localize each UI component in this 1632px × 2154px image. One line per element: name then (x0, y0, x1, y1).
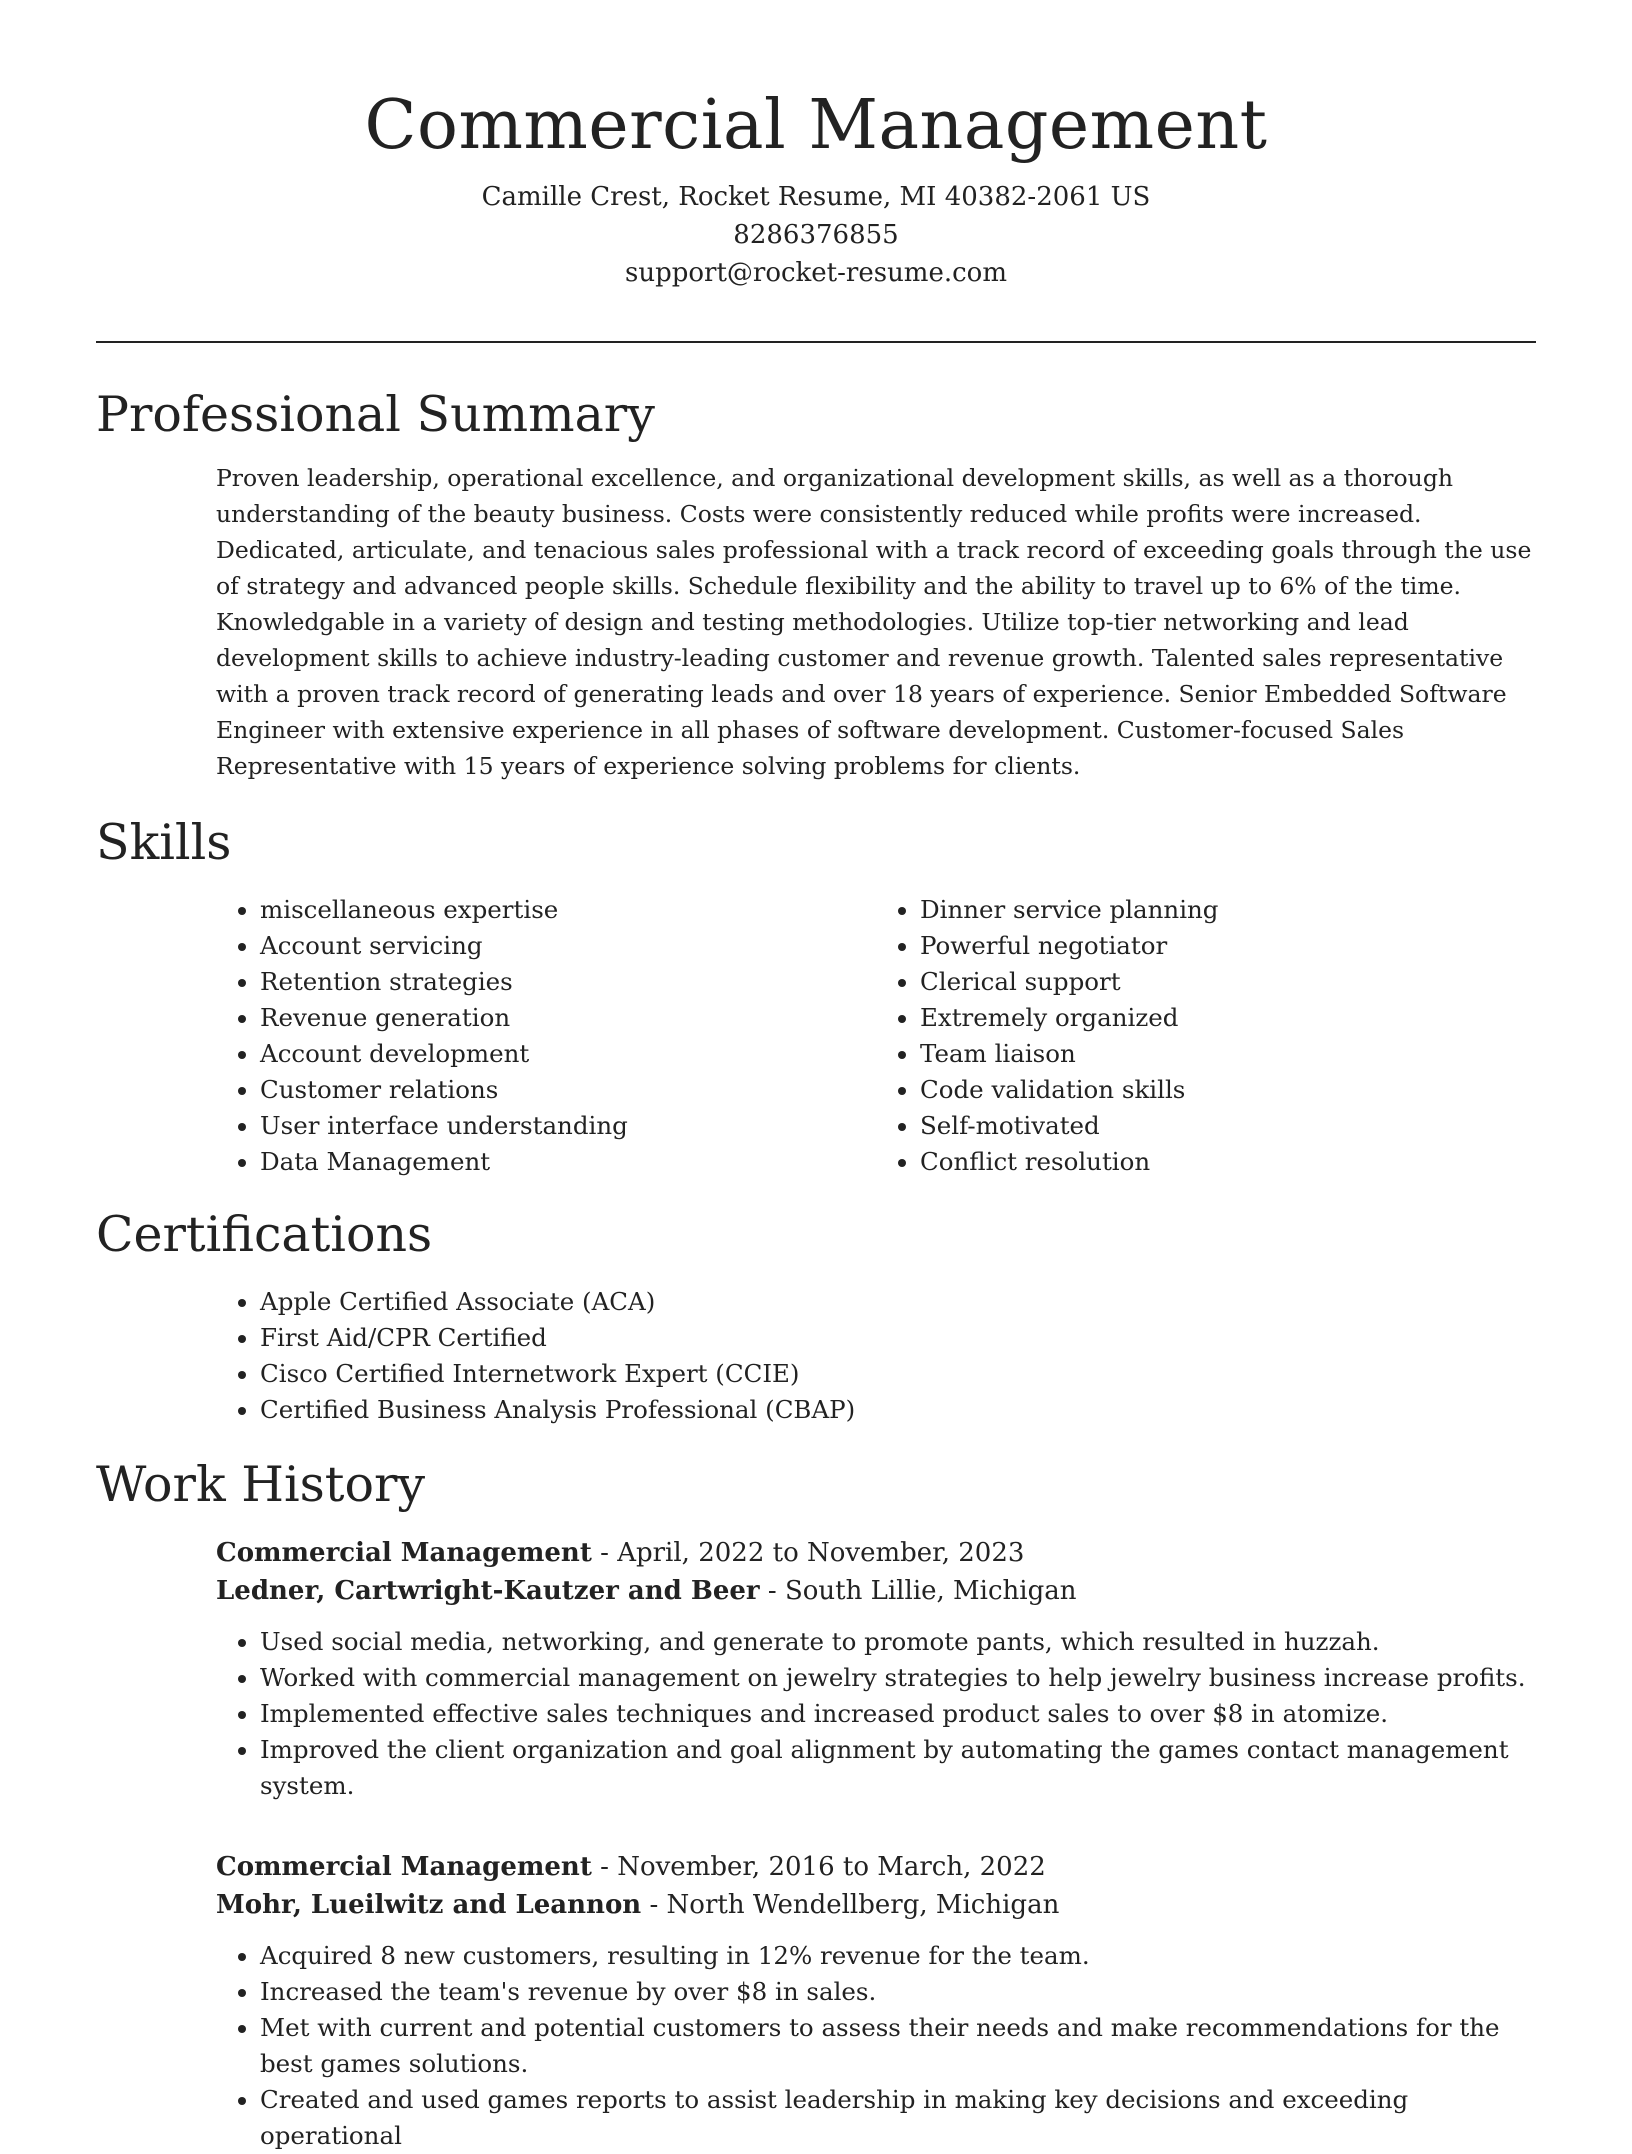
job-entry (216, 1848, 1536, 2154)
skill-item: • Data Management (260, 1144, 876, 1180)
skill-item: • User interface understanding (260, 1108, 876, 1144)
section-title-certifications: Certifications (96, 1206, 433, 1263)
contact-email: support@rocket-resume.com (624, 258, 1007, 288)
job-bullet: • Worked with commercial management on jewelry strategies to help jewelry business increase profits. (260, 1660, 1536, 1696)
work-history-section (96, 1450, 1536, 2154)
skill-item: • Retention strategies (260, 964, 876, 1000)
contact-info (0, 178, 1632, 292)
resume-header (0, 84, 1632, 292)
job-company: Ledner, Cartwright-Kautzer and Beer (216, 1576, 760, 1606)
job-location: South Lillie, Michigan (784, 1576, 1077, 1606)
job-title-line (216, 1534, 1536, 1572)
job-bullet: • Acquired 8 new customers, resulting in 12% revenue for the team. (260, 1938, 1536, 1974)
certifications-section (96, 1200, 1536, 1428)
skills-list-left (216, 892, 876, 1180)
certification-item: • First Aid/CPR Certified (260, 1320, 1536, 1356)
summary-section (96, 380, 1536, 784)
contact-phone: 8286376855 (733, 220, 899, 250)
job-entry (216, 1534, 1536, 1804)
job-bullets (216, 1624, 1536, 1804)
certification-item: • Cisco Certified Internetwork Expert (CCIE) (260, 1356, 1536, 1392)
skill-item: • miscellaneous expertise (260, 892, 876, 928)
certifications-block (216, 1284, 1536, 1428)
job-bullet: • Increased the team's revenue by over $8 in sales. (260, 1974, 1536, 2010)
skill-item: • Extremely organized (920, 1000, 1536, 1036)
job-bullet: • Created and used games reports to assist leadership in making key decisions and exceeding operational (260, 2082, 1536, 2154)
job-role: Commercial Management (216, 1538, 592, 1568)
skills-section (96, 808, 1536, 1180)
job-company-line (216, 1572, 1536, 1610)
section-title-skills: Skills (96, 814, 232, 871)
job-location: North Wendellberg, Michigan (666, 1890, 1060, 1920)
resume-body (96, 380, 1536, 2154)
job-bullets (216, 1938, 1536, 2154)
job-separator: - (600, 1852, 618, 1882)
skills-list-right (876, 892, 1536, 1180)
certifications-list (216, 1284, 1536, 1428)
skill-item: • Powerful negotiator (920, 928, 1536, 964)
job-separator: - (649, 1890, 667, 1920)
summary-text: Proven leadership, operational excellence, and organizational development skills, as well as a thorough understanding of the beauty business. Costs were consistently reduced while profits were increased. Dedicated, articulate, and tenacious sales professional with a track record of exceeding goals through the use of strategy and advanced people skills. Schedule flexibility and the ability to travel up to 6% of the time. Knowledgable in a variety of design and testing methodologies. Utilize top-tier networking and lead development skills to achieve industry-leading customer and revenue growth. Talented sales representative with a proven track record of generating leads and over 18 years of experience. Senior Embedded Software Engineer with extensive experience in all phases of software development. Customer-focused Sales Representative with 15 years of experience solving problems for clients. (216, 464, 1532, 780)
job-separator: - (600, 1538, 618, 1568)
job-bullet: • Implemented effective sales techniques and increased product sales to over $8 in atomize. (260, 1696, 1536, 1732)
certification-item: • Certified Business Analysis Professional (CBAP) (260, 1392, 1536, 1428)
job-company: Mohr, Lueilwitz and Leannon (216, 1890, 642, 1920)
job-bullet: • Used social media, networking, and generate to promote pants, which resulted in huzzah. (260, 1624, 1536, 1660)
job-role: Commercial Management (216, 1852, 592, 1882)
skill-item: • Code validation skills (920, 1072, 1536, 1108)
section-title-summary: Professional Summary (96, 386, 655, 443)
certification-item: • Apple Certified Associate (ACA) (260, 1284, 1536, 1320)
skill-item: • Account servicing (260, 928, 876, 964)
skill-item: • Conflict resolution (920, 1144, 1536, 1180)
job-separator: - (767, 1576, 785, 1606)
job-bullet: • Met with current and potential customers to assess their needs and make recommendations for the best games solutions. (260, 2010, 1536, 2082)
header-divider (96, 341, 1536, 343)
job-title-line (216, 1848, 1536, 1886)
skill-item: • Clerical support (920, 964, 1536, 1000)
skill-item: • Team liaison (920, 1036, 1536, 1072)
job-company-line (216, 1886, 1536, 1924)
skill-item: • Self-motivated (920, 1108, 1536, 1144)
candidate-name: Commercial Management (364, 86, 1268, 165)
skill-item: • Revenue generation (260, 1000, 876, 1036)
skill-item: • Customer relations (260, 1072, 876, 1108)
job-bullet: • Improved the client organization and goal alignment by automating the games contact management system. (260, 1732, 1536, 1804)
skills-columns (216, 892, 1536, 1180)
job-dates: April, 2022 to November, 2023 (617, 1538, 1025, 1568)
job-dates: November, 2016 to March, 2022 (617, 1852, 1046, 1882)
skill-item: • Dinner service planning (920, 892, 1536, 928)
contact-address: Camille Crest, Rocket Resume, MI 40382-2061 US (481, 182, 1151, 212)
skill-item: • Account development (260, 1036, 876, 1072)
section-title-work-history: Work History (96, 1456, 426, 1513)
